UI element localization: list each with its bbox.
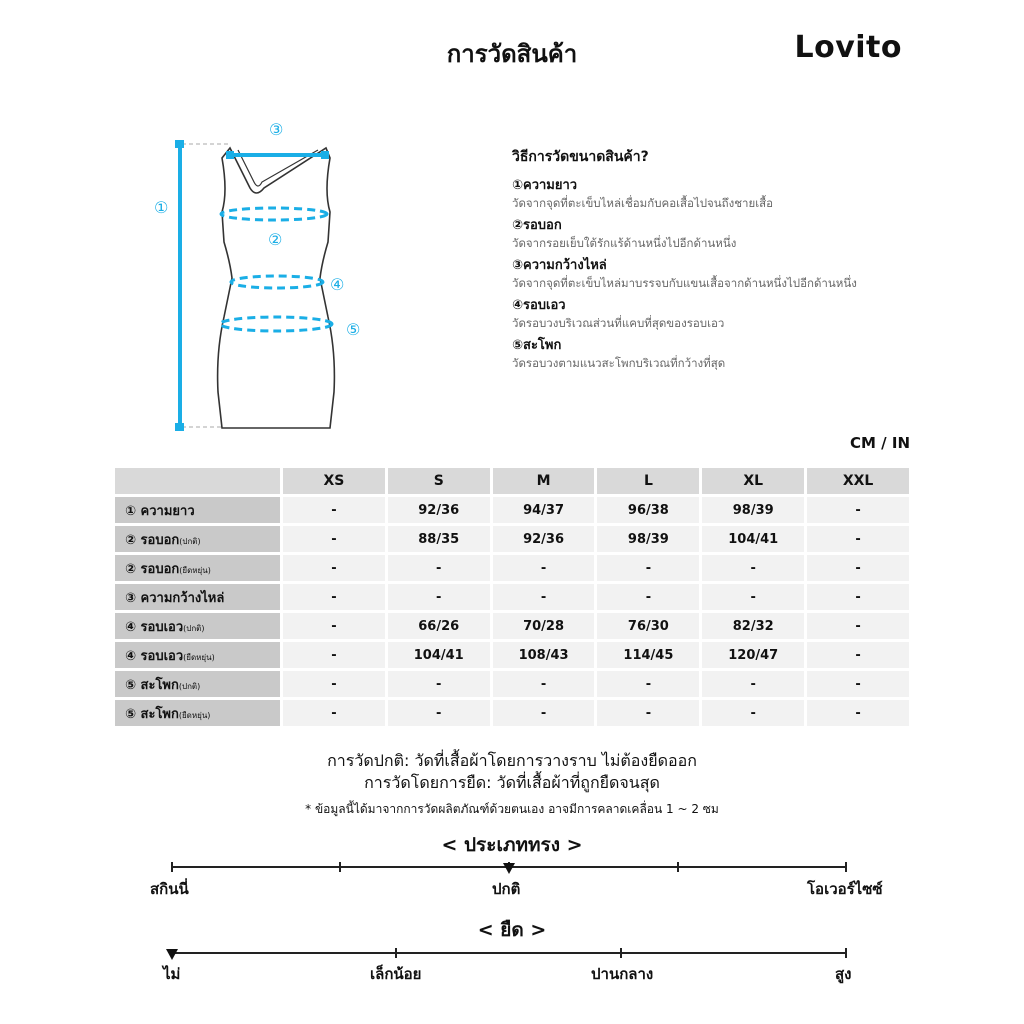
row-label: ② รอบอก (125, 532, 180, 548)
table-cell: - (807, 584, 909, 610)
size-table (112, 465, 912, 729)
unit-label: CM / IN (850, 434, 910, 452)
table-cell: - (807, 613, 909, 639)
page-title: การวัดสินค้า (446, 40, 578, 68)
table-row (115, 671, 909, 697)
step-name: ③ความกว้างไหล่ (512, 258, 607, 273)
fit-label-oversize: โอเวอร์ไซซ์ (807, 880, 883, 898)
dress-outline (218, 148, 335, 428)
fit-selected-marker (503, 863, 515, 874)
instructions-title: วิธีการวัดขนาดสินค้า? (512, 149, 649, 165)
row-header (115, 613, 280, 639)
table-cell: 108/43 (493, 642, 595, 668)
table-cell: 96/38 (597, 497, 699, 523)
label-shoulder: ③ (269, 120, 284, 139)
fit-label-skinny: สกินนี่ (150, 880, 189, 898)
table-cell: - (702, 671, 804, 697)
step-name: ①ความยาว (512, 178, 578, 193)
row-label-note: (ปกติ) (179, 536, 201, 546)
table-row (115, 526, 909, 552)
table-cell: - (388, 555, 490, 581)
table-cell: - (493, 671, 595, 697)
table-cell: - (702, 555, 804, 581)
table-cell: - (493, 700, 595, 726)
row-label: ③ ความกว้างไหล่ (125, 590, 225, 606)
table-cell: 82/32 (702, 613, 804, 639)
table-cell: - (597, 584, 699, 610)
step-shoulder (512, 257, 932, 291)
table-cell: 92/36 (388, 497, 490, 523)
row-label: ⑤ สะโพก (125, 706, 179, 722)
fit-scale-tick (677, 862, 679, 872)
fit-label-regular: ปกติ (492, 880, 521, 898)
stretch-selected-marker (166, 949, 178, 960)
step-name: ②รอบอก (512, 218, 562, 233)
table-cell: - (388, 671, 490, 697)
table-cell: - (283, 497, 385, 523)
table-row (115, 642, 909, 668)
row-label-note: (ปกติ) (178, 681, 201, 691)
table-cell: - (283, 700, 385, 726)
step-length (512, 177, 932, 211)
table-cell: 88/35 (388, 526, 490, 552)
note-disclaimer: * ข้อมูลนี้ได้มาจากการวัดผลิตภัณฑ์ด้วยตนเอง อาจมีการคลาดเคลื่อน 1 ~ 2 ซม (305, 802, 719, 816)
table-header-row (115, 468, 909, 494)
measurement-instructions (512, 146, 932, 377)
column-header: S (388, 468, 490, 494)
column-header: XS (283, 468, 385, 494)
fit-scale-tick (171, 862, 173, 872)
fit-scale-tick (845, 862, 847, 872)
fit-scale-tick (339, 862, 341, 872)
table-cell: - (388, 700, 490, 726)
row-header (115, 700, 280, 726)
table-cell: - (283, 613, 385, 639)
table-cell: - (807, 555, 909, 581)
row-header (115, 555, 280, 581)
table-cell: 104/41 (702, 526, 804, 552)
stretch-scale-tick (395, 948, 397, 958)
step-hip (512, 337, 932, 371)
table-cell: 120/47 (702, 642, 804, 668)
step-name: ⑤สะโพก (512, 338, 562, 353)
dress-measurement-figure (130, 112, 370, 442)
table-cell: - (702, 700, 804, 726)
table-cell: - (493, 584, 595, 610)
table-cell: - (283, 642, 385, 668)
step-waist (512, 297, 932, 331)
label-waist: ④ (330, 275, 345, 294)
table-cell: - (283, 555, 385, 581)
stretch-scale-title: < ยืด > (477, 919, 547, 941)
row-header (115, 526, 280, 552)
step-description: วัดรอบวงบริเวณส่วนที่แคบที่สุดของรอบเอว (512, 316, 725, 330)
table-cell: 94/37 (493, 497, 595, 523)
table-cell: - (807, 497, 909, 523)
stretch-label-none: ไม่ (163, 965, 181, 983)
row-label-note: (ปกติ) (183, 623, 205, 633)
stretch-scale-tick (845, 948, 847, 958)
row-label-note: (ยืดหยุ่น) (178, 710, 211, 720)
table-cell: - (807, 642, 909, 668)
table-row (115, 700, 909, 726)
table-cell: 66/26 (388, 613, 490, 639)
row-header (115, 497, 280, 523)
table-cell: - (597, 671, 699, 697)
stretch-scale-line (171, 952, 847, 954)
stretch-label-slight: เล็กน้อย (370, 965, 422, 983)
column-header: L (597, 468, 699, 494)
table-row (115, 613, 909, 639)
table-cell: - (388, 584, 490, 610)
table-row (115, 584, 909, 610)
row-header (115, 642, 280, 668)
table-cell: - (493, 555, 595, 581)
row-label: ④ รอบเอว (125, 648, 184, 664)
label-bust: ② (268, 230, 283, 249)
table-cell: - (807, 700, 909, 726)
table-cell: - (597, 555, 699, 581)
table-cell: - (807, 671, 909, 697)
row-label-note: (ยืดหยุ่น) (179, 565, 211, 575)
table-cell: 92/36 (493, 526, 595, 552)
table-row (115, 497, 909, 523)
table-cell: - (597, 700, 699, 726)
label-length: ① (154, 198, 169, 217)
column-header: XL (702, 468, 804, 494)
table-cell: 76/30 (597, 613, 699, 639)
row-label-note: (ยืดหยุ่น) (183, 652, 215, 662)
note-stretch-measure: การวัดโดยการยืด: วัดที่เสื้อผ้าที่ถูกยืดจนสุด (364, 773, 660, 792)
note-normal-measure: การวัดปกติ: วัดที่เสื้อผ้าโดยการวางราบ ไม่ต้องยืดออก (327, 751, 697, 770)
step-description: วัดจากรอยเย็บใต้รักแร้ด้านหนึ่งไปอีกด้านหนึ่ง (512, 236, 737, 250)
step-description: วัดจากจุดที่ตะเข็บไหล่เชื่อมกับคอเสื้อไปจนถึงชายเสื้อ (512, 196, 774, 210)
table-row (115, 555, 909, 581)
table-cell: 98/39 (702, 497, 804, 523)
column-header: XXL (807, 468, 909, 494)
column-header: M (493, 468, 595, 494)
table-cell: - (283, 526, 385, 552)
row-label: ① ความยาว (125, 503, 195, 519)
row-header (115, 671, 280, 697)
brand-logo: Lovito (794, 30, 902, 65)
row-header (115, 584, 280, 610)
step-description: วัดรอบวงตามแนวสะโพกบริเวณที่กว้างที่สุด (512, 356, 726, 370)
step-name: ④รอบเอว (512, 298, 566, 313)
row-label: ⑤ สะโพก (125, 677, 179, 693)
table-cell: - (283, 584, 385, 610)
table-cell: - (807, 526, 909, 552)
label-hip: ⑤ (346, 320, 361, 339)
table-cell: 70/28 (493, 613, 595, 639)
table-cell: 104/41 (388, 642, 490, 668)
row-label: ② รอบอก (125, 561, 180, 577)
row-label: ④ รอบเอว (125, 619, 184, 635)
table-cell: 98/39 (597, 526, 699, 552)
table-cell: - (702, 584, 804, 610)
step-description: วัดจากจุดที่ตะเข็บไหล่มาบรรจบกับแขนเสื้อจากด้านหนึ่งไปอีกด้านหนึ่ง (512, 276, 857, 290)
table-cell: 114/45 (597, 642, 699, 668)
table-corner (115, 468, 280, 494)
table-cell: - (283, 671, 385, 697)
fit-scale-title: < ประเภททรง > (441, 834, 583, 856)
stretch-scale-tick (620, 948, 622, 958)
stretch-label-high: สูง (835, 965, 852, 983)
step-bust (512, 217, 932, 251)
stretch-label-medium: ปานกลาง (591, 965, 654, 983)
